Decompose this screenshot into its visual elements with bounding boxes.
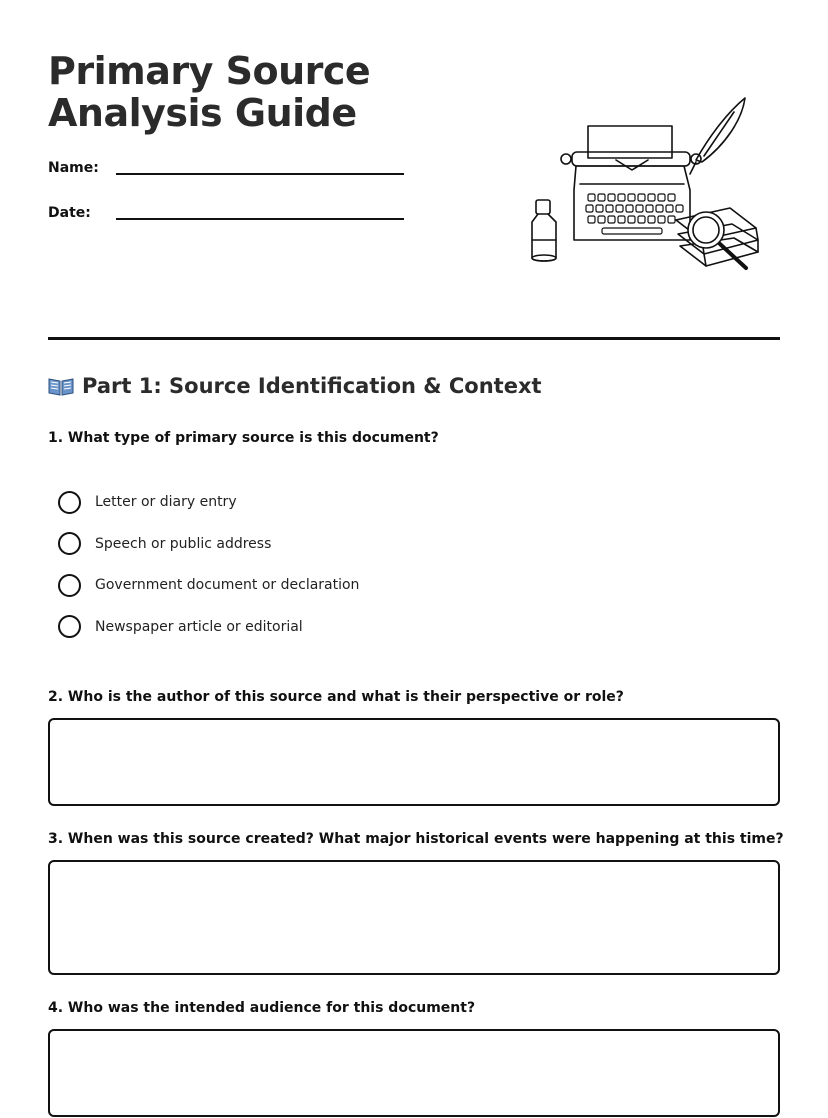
radio-button[interactable] (58, 532, 81, 555)
answer-box-q3[interactable] (48, 860, 780, 975)
page-title: Primary Source Analysis Guide (48, 49, 371, 135)
option-label: Letter or diary entry (95, 494, 237, 510)
answer-box-q2[interactable] (48, 718, 780, 806)
open-book-icon (48, 376, 74, 396)
option-newspaper[interactable] (58, 615, 359, 639)
radio-button[interactable] (58, 615, 81, 638)
option-label: Speech or public address (95, 535, 272, 552)
section-heading-text: Part 1: Source Identification & Context (82, 374, 542, 398)
date-input-line[interactable] (116, 218, 404, 220)
option-government-document[interactable] (58, 573, 359, 597)
section-heading-part-1 (48, 374, 542, 398)
radio-button[interactable] (58, 574, 81, 597)
name-input-line[interactable] (116, 173, 404, 175)
typewriter-icon (574, 166, 690, 240)
question-4: 4. Who was the intended audience for this document? (48, 1000, 476, 1016)
option-speech[interactable] (58, 532, 359, 556)
section-divider (48, 337, 780, 340)
question-3: 3. When was this source created? What major historical events were happening at this time? (48, 831, 784, 847)
quill-icon (696, 98, 745, 162)
answer-box-q4[interactable] (48, 1029, 780, 1117)
question-1: 1. What type of primary source is this document? (48, 430, 439, 446)
question-2: 2. Who is the author of this source and what is their perspective or role? (48, 689, 624, 705)
source-type-options (58, 490, 359, 656)
option-label: Newspaper article or editorial (95, 618, 303, 635)
ink-bottle-icon (536, 200, 550, 214)
radio-button[interactable] (58, 491, 81, 514)
option-letter-diary[interactable] (58, 490, 359, 514)
typewriter-illustration (520, 90, 770, 280)
date-label: Date: (48, 205, 91, 221)
option-label: Government document or declaration (95, 577, 360, 593)
name-label: Name: (48, 160, 99, 176)
